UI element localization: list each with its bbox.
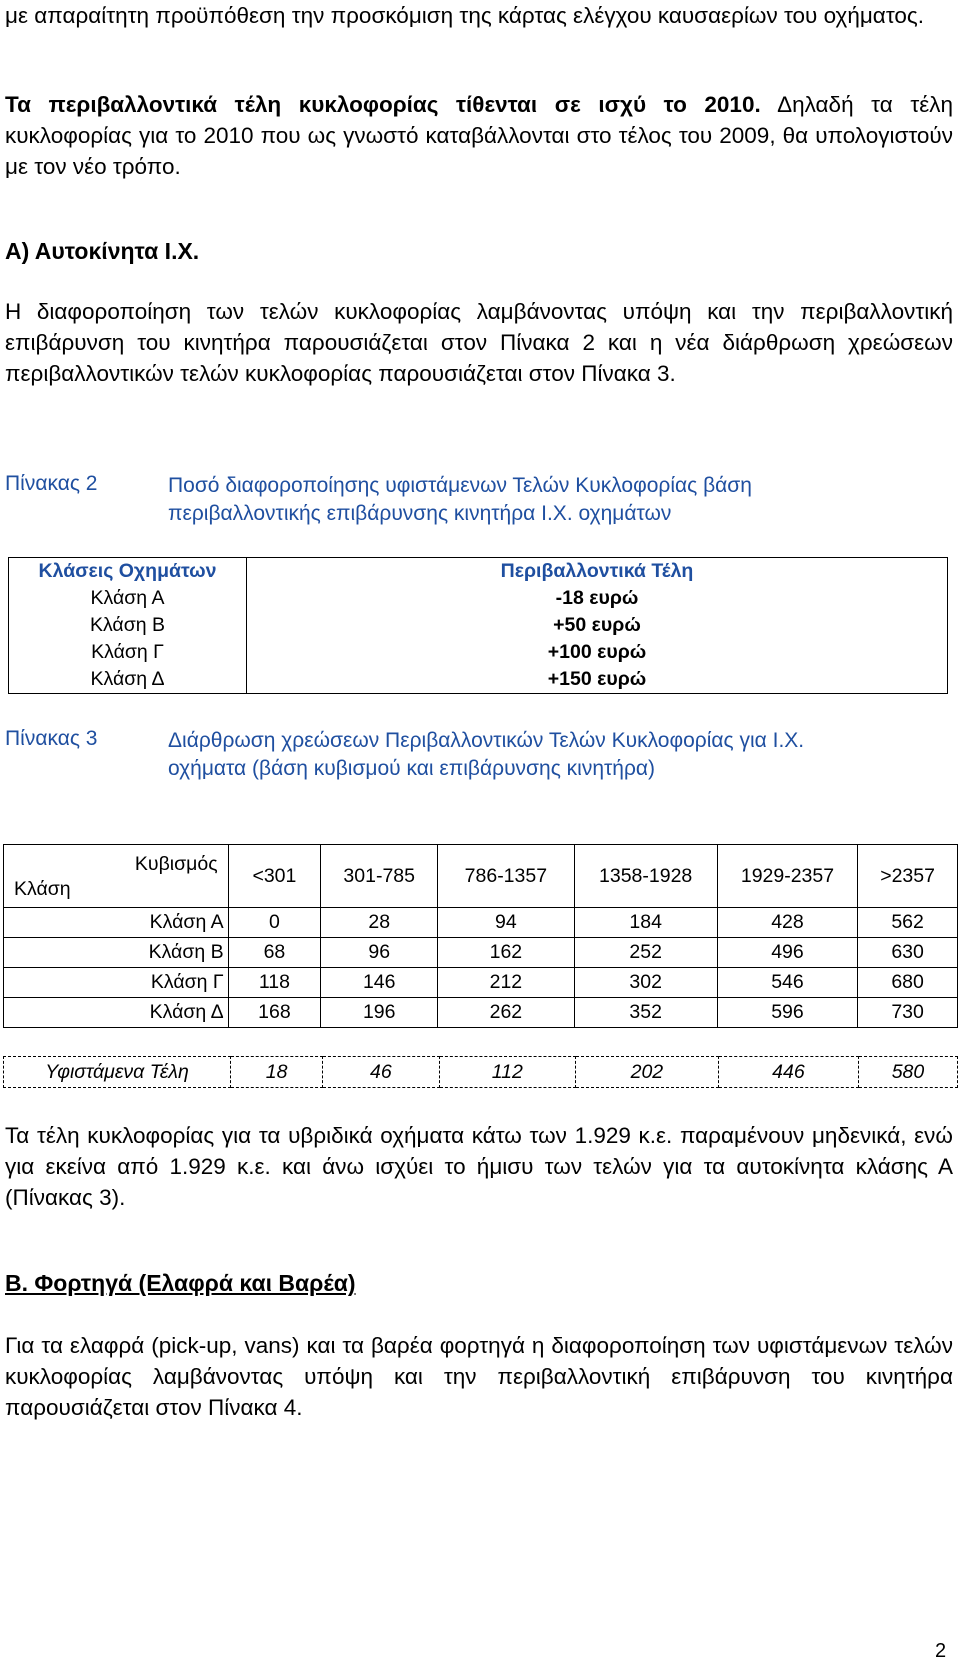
- table3-caption: Διάρθρωση χρεώσεων Περιβαλλοντικών Τελών Κυκλοφορίας για Ι.Χ. οχήματα (βάση κυβισμού και επιβάρυνσης κινητήρα): [168, 729, 805, 780]
- table3-cell: 546: [717, 968, 857, 998]
- table3-col-header: 1358-1928: [574, 845, 717, 908]
- table-row: [4, 998, 958, 1028]
- table3-col-header: <301: [228, 845, 321, 908]
- table3-header-row: [4, 845, 958, 908]
- existing-fees-label: Υφιστάμενα Τέλη: [4, 1057, 231, 1088]
- table3: [3, 844, 958, 1028]
- table-row: [4, 938, 958, 968]
- existing-fee-cell: 18: [231, 1057, 323, 1088]
- table-row: [9, 639, 948, 666]
- table2-col2-header: Περιβαλλοντικά Τέλη: [500, 560, 694, 582]
- table2-fee-cell: +100 ευρώ: [547, 641, 647, 663]
- table3-label: Πίνακας 3: [5, 727, 98, 750]
- table3-cell: 352: [574, 998, 717, 1028]
- table2-fee-cell: +150 ευρώ: [547, 668, 647, 690]
- table3-corner-top: Κυβισμός: [134, 853, 218, 875]
- table3-class-cell: Κλάση Δ: [4, 998, 229, 1028]
- table3-cell: 118: [228, 968, 321, 998]
- table2-class-cell: Κλάση Α: [9, 585, 247, 612]
- table2-class-cell: Κλάση Γ: [9, 639, 247, 666]
- table2-header-row: [9, 558, 948, 586]
- table2-class-cell: Κλάση Β: [9, 612, 247, 639]
- existing-fees-table: [3, 1056, 958, 1088]
- table3-class-cell: Κλάση Γ: [4, 968, 229, 998]
- table3-cell: 146: [321, 968, 438, 998]
- table3-corner-bottom: Κλάση: [14, 878, 71, 900]
- table3-cell: 94: [438, 908, 574, 938]
- table3-cell: 730: [858, 998, 958, 1028]
- table2-fee-cell: -18 ευρώ: [555, 587, 639, 609]
- table3-cell: 252: [574, 938, 717, 968]
- table2-class-cell: Κλάση Δ: [9, 666, 247, 694]
- existing-fee-cell: 112: [439, 1057, 575, 1088]
- table-row: [9, 666, 948, 694]
- table3-col-header: >2357: [858, 845, 958, 908]
- table-row: [9, 585, 948, 612]
- table-row: [4, 1057, 958, 1088]
- table2-fee-cell: +50 ευρώ: [553, 614, 641, 636]
- table3-cell: 496: [717, 938, 857, 968]
- page-number: 2: [935, 1640, 947, 1662]
- table3-cell: 96: [321, 938, 438, 968]
- table3-cell: 212: [438, 968, 574, 998]
- existing-fee-cell: 202: [575, 1057, 718, 1088]
- table3-col-header: 1929-2357: [717, 845, 857, 908]
- table3-cell: 68: [228, 938, 321, 968]
- table2-col1-header: Κλάσεις Οχημάτων: [9, 558, 247, 586]
- section-a-paragraph: Η διαφοροποίηση των τελών κυκλοφορίας λαμβάνοντας υπόψη και την περιβαλλοντική επιβάρυνση του κινητήρα παρουσιάζεται στον Πίνακα 2 και η νέα διάρθρωση χρεώσεων περιβαλλοντικών τελών κυκλοφορίας παρουσιάζεται στον Πίνακα 3.: [5, 299, 953, 386]
- hybrid-paragraph: Τα τέλη κυκλοφορίας για τα υβριδικά οχήματα κάτω των 1.929 κ.ε. παραμένουν μηδενικά, ενώ για εκείνα από 1.929 κ.ε. και άνω ισχύει το ήμισυ των τελών για τα αυτοκίνητα κλάσης Α (Πίνακας 3).: [5, 1123, 953, 1210]
- intro-line: με απαραίτητη προϋπόθεση την προσκόμιση της κάρτας ελέγχου καυσαερίων του οχήματος.: [5, 3, 924, 28]
- existing-fee-cell: 446: [718, 1057, 858, 1088]
- table3-col-header: 301-785: [321, 845, 438, 908]
- section-b-heading: Β. Φορτηγά (Ελαφρά και Βαρέα): [5, 1270, 356, 1296]
- table2-label: Πίνακας 2: [5, 472, 98, 495]
- table3-cell: 562: [858, 908, 958, 938]
- table3-cell: 262: [438, 998, 574, 1028]
- table3-cell: 428: [717, 908, 857, 938]
- table3-cell: 596: [717, 998, 857, 1028]
- table3-cell: 162: [438, 938, 574, 968]
- table2: [8, 557, 948, 694]
- existing-fee-cell: 580: [858, 1057, 957, 1088]
- table3-cell: 680: [858, 968, 958, 998]
- table3-cell: 630: [858, 938, 958, 968]
- table3-class-cell: Κλάση Β: [4, 938, 229, 968]
- section-b-paragraph: Για τα ελαφρά (pick-up, vans) και τα βαρέα φορτηγά η διαφοροποίηση των υφιστάμενων τελών κυκλοφορίας λαμβάνοντας υπόψη και την περιβαλλοντική επιβάρυνση του κινητήρα παρουσιάζεται στον Πίνακα 4.: [5, 1333, 953, 1420]
- table-row: [4, 908, 958, 938]
- table3-cell: 28: [321, 908, 438, 938]
- table2-caption: Ποσό διαφοροποίησης υφιστάμενων Τελών Κυκλοφορίας βάση περιβαλλοντικής επιβάρυνσης κινητήρα Ι.Χ. οχημάτων: [168, 474, 752, 525]
- table-row: [4, 968, 958, 998]
- table3-cell: 0: [228, 908, 321, 938]
- table3-cell: 196: [321, 998, 438, 1028]
- intro-paragraph: [5, 89, 953, 182]
- table3-cell: 168: [228, 998, 321, 1028]
- table3-col-header: 786-1357: [438, 845, 574, 908]
- existing-fee-cell: 46: [322, 1057, 439, 1088]
- table3-cell: 184: [574, 908, 717, 938]
- table3-class-cell: Κλάση Α: [4, 908, 229, 938]
- table-row: [9, 612, 948, 639]
- intro-rest-text: Δηλαδή τα τέλη κυκλοφορίας για το 2010 που ως γνωστό καταβάλλονται στο τέλος του 2009, θα υπολογιστούν με τον νέο τρόπο.: [5, 92, 954, 179]
- section-a-heading: Α) Αυτοκίνητα Ι.Χ.: [5, 238, 200, 264]
- table3-cell: 302: [574, 968, 717, 998]
- intro-bold-text: Τα περιβαλλοντικά τέλη κυκλοφορίας τίθενται σε ισχύ το 2010.: [5, 92, 761, 117]
- table3-corner-cell: [4, 845, 229, 908]
